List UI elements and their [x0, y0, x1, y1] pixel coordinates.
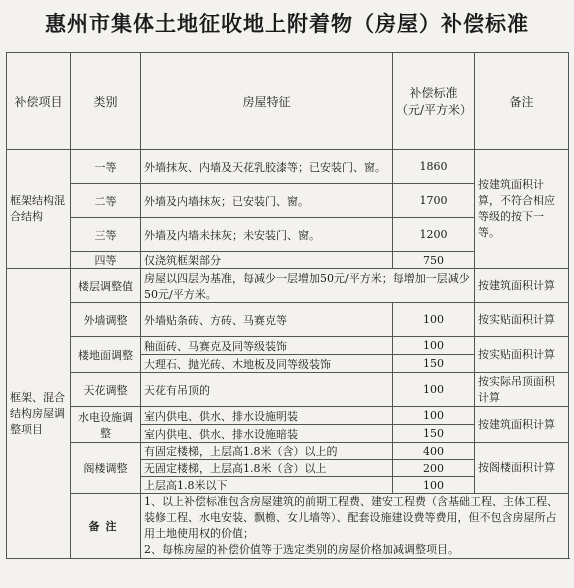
compensation-table: [6, 52, 569, 559]
note-cell: 按实际吊顶面积计算: [475, 373, 569, 407]
note-cell: 按实贴面积计算: [475, 337, 569, 373]
features-cell: 无固定楼梯，上层高1.8米（含）以上: [141, 460, 393, 477]
note-cell: 按建筑面积计算: [475, 269, 569, 303]
features-cell: 外墙及内墙抹灰；已安装门、窗。: [141, 184, 393, 218]
remarks-label: 备注: [71, 494, 141, 559]
category-cell: 阁楼调整: [71, 443, 141, 494]
remark-line-1: 1、以上补偿标准包含房屋建筑的前期工程费、建安工程费（含基础工程、主体工程、装修工程、水电安装、飘檐、女儿墙等）、配套设施建设费等费用，但不包含房屋所占用土地使用权的价值；: [144, 495, 558, 540]
features-cell: 外墙贴条砖、方砖、马赛克等: [141, 303, 393, 337]
category-cell: 四等: [71, 252, 141, 269]
table-row: [7, 443, 569, 460]
features-cell: 上层高1.8米以下: [141, 477, 393, 494]
remark-line-2: 2、每栋房屋的补偿价值等于选定类别的房屋价格加减调整项目。: [144, 543, 459, 556]
header-category: 类别: [71, 53, 141, 150]
value-cell: 1200: [393, 218, 475, 252]
value-cell: 1860: [393, 150, 475, 184]
features-cell: 外墙及内墙未抹灰；未安装门、窗。: [141, 218, 393, 252]
note-cell: 按建筑面积计算: [475, 407, 569, 443]
value-cell: 1700: [393, 184, 475, 218]
header-features: 房屋特征: [141, 53, 393, 150]
value-cell: 100: [393, 407, 475, 425]
features-cell: 房屋以四层为基准，每减少一层增加50元/平方米；每增加一层减少50元/平方米。: [141, 269, 475, 303]
features-cell: 有固定楼梯，上层高1.8米（含）以上的: [141, 443, 393, 460]
features-cell: 釉面砖、马赛克及同等级装饰: [141, 337, 393, 355]
value-cell: 150: [393, 425, 475, 443]
category-cell: 楼地面调整: [71, 337, 141, 373]
value-cell: 200: [393, 460, 475, 477]
remarks-content: [141, 494, 569, 559]
category-cell: 三等: [71, 218, 141, 252]
value-cell: 400: [393, 443, 475, 460]
note-cell: 按实贴面积计算: [475, 303, 569, 337]
category-cell: 水电设施调整: [71, 407, 141, 443]
value-cell: 150: [393, 355, 475, 373]
table-row: [7, 269, 569, 303]
header-standard: 补偿标准（元/平方米）: [393, 53, 475, 150]
header-item: 补偿项目: [7, 53, 71, 150]
table-row: [7, 337, 569, 355]
table-row: [7, 407, 569, 425]
value-cell: 100: [393, 373, 475, 407]
header-note: 备注: [475, 53, 569, 150]
header-row: [7, 53, 569, 150]
features-cell: 室内供电、供水、排水设施暗装: [141, 425, 393, 443]
features-cell: 天花有吊顶的: [141, 373, 393, 407]
note-cell: 按建筑面积计算，不符合相应等级的按下一等。: [475, 150, 569, 269]
features-cell: 外墙抹灰、内墙及天花乳胶漆等；已安装门、窗。: [141, 150, 393, 184]
note-cell: 按阁楼面积计算: [475, 443, 569, 494]
table-row: [7, 150, 569, 184]
category-cell: 一等: [71, 150, 141, 184]
features-cell: 室内供电、供水、排水设施明装: [141, 407, 393, 425]
frame-label: 框架结构混合结构: [7, 150, 71, 269]
value-cell: 100: [393, 477, 475, 494]
category-cell: 楼层调整值: [71, 269, 141, 303]
adjust-label: 框架、混合结构房屋调整项目: [7, 269, 71, 559]
category-cell: 天花调整: [71, 373, 141, 407]
category-cell: 外墙调整: [71, 303, 141, 337]
page-title: 惠州市集体土地征收地上附着物（房屋）补偿标准: [45, 12, 529, 36]
features-cell: 仅浇筑框架部分: [141, 252, 393, 269]
table-row: [7, 373, 569, 407]
value-cell: 750: [393, 252, 475, 269]
value-cell: 100: [393, 337, 475, 355]
features-cell: 大理石、抛光砖、木地板及同等级装饰: [141, 355, 393, 373]
value-cell: 100: [393, 303, 475, 337]
category-cell: 二等: [71, 184, 141, 218]
remarks-row: [7, 494, 569, 559]
table-row: [7, 303, 569, 337]
